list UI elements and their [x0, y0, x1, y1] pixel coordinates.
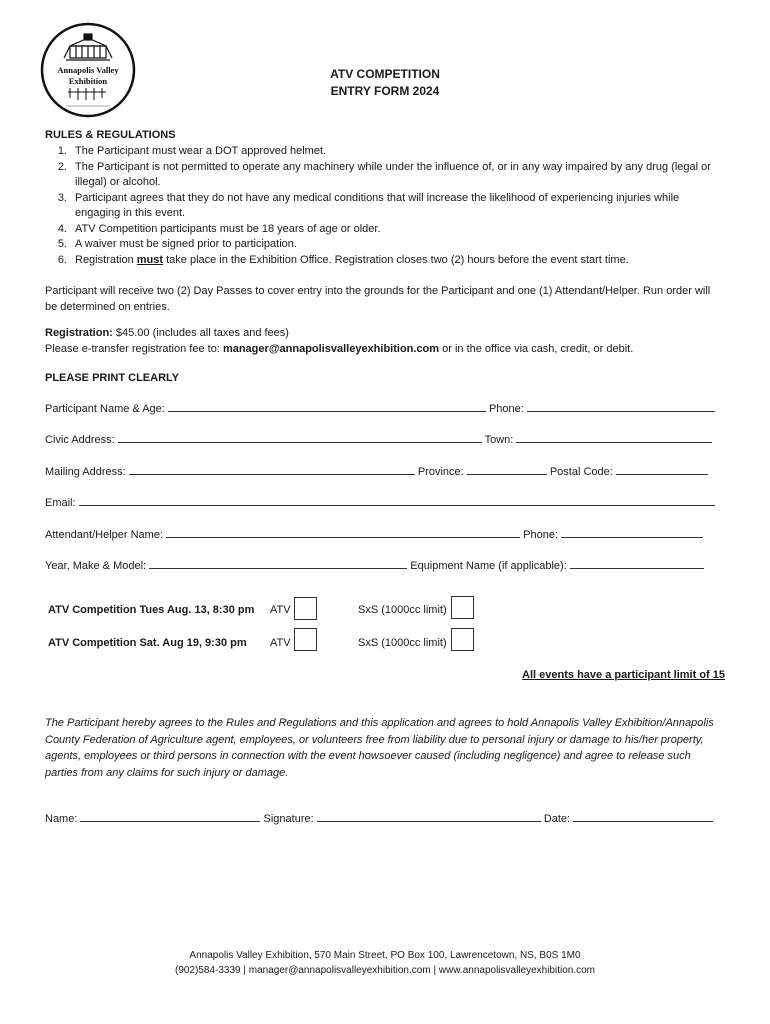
- postal-code-label: Postal Code:: [549, 466, 613, 478]
- print-clearly-heading: PLEASE PRINT CLEARLY: [45, 372, 180, 384]
- rule-text: A waiver must be signed prior to participation.: [75, 238, 297, 250]
- town-field[interactable]: [516, 432, 712, 443]
- rule-text-pre: Registration: [75, 253, 137, 266]
- attendant-name-field[interactable]: [166, 527, 520, 538]
- rule-item: [45, 253, 725, 269]
- email-label: Email:: [45, 497, 76, 509]
- event-1-sxs-checkbox[interactable]: [451, 596, 474, 619]
- svg-text:Annapolis Valley: Annapolis Valley: [57, 65, 119, 75]
- signature-field[interactable]: [317, 811, 541, 822]
- rule-item: [45, 160, 725, 191]
- signature-date-label: Date:: [543, 813, 571, 825]
- rule-item: [45, 237, 725, 253]
- postal-code-field[interactable]: [616, 464, 708, 475]
- etransfer-info: [45, 343, 735, 355]
- event-1-atv-label: ATV: [270, 604, 291, 616]
- signature-name-label: Name:: [45, 813, 78, 825]
- vehicle-row: [45, 558, 725, 572]
- rule-text: The Participant must wear a DOT approved helmet.: [75, 145, 327, 157]
- participant-phone-label: Phone:: [488, 403, 524, 415]
- rule-text: The Participant is not permitted to operate any machinery while under the influence of, or in any way impaired by any drug (legal or illegal) or alcohol.: [75, 160, 711, 188]
- etransfer-prefix: Please e-transfer registration fee to:: [45, 343, 223, 355]
- equipment-name-field[interactable]: [570, 558, 704, 569]
- form-title-line1: ATV COMPETITION: [330, 67, 440, 81]
- mailing-address-label: Mailing Address:: [45, 466, 126, 478]
- email-field[interactable]: [79, 495, 715, 506]
- event-1-atv-checkbox[interactable]: [294, 597, 317, 620]
- event-2-label: ATV Competition Sat. Aug 19, 9:30 pm: [48, 637, 247, 649]
- equipment-name-label: Equipment Name (if applicable):: [410, 560, 567, 572]
- civic-address-row: [45, 432, 725, 446]
- form-title-line2: ENTRY FORM 2024: [330, 84, 440, 98]
- waiver-text: The Participant hereby agrees to the Rules and Regulations and this application and agrees to hold Annapolis Valley Exhibition/Annapolis County Federation of Agriculture agent, employees, or volunteers free from liability due to personal injury or damage to his/her property, agents, employees or third persons in connection with the event howsoever caused (including negligence) and agree to release such parties from any claims for such injury or damage.: [45, 717, 714, 779]
- civic-address-field[interactable]: [118, 432, 482, 443]
- rule-text: [75, 253, 725, 269]
- event-2-atv-label: ATV: [270, 637, 291, 649]
- footer-contact: (902)584-3339 | manager@annapolisvalleyexhibition.com | www.annapolisvalleyexhibition.com: [174, 965, 596, 976]
- event-2-atv-checkbox[interactable]: [294, 628, 317, 651]
- participant-name-field[interactable]: [168, 401, 486, 412]
- rule-text-post: take place in the Exhibition Office. Registration closes two (2) hours before the event start time.: [163, 253, 629, 266]
- day-passes-text: Participant will receive two (2) Day Passes to cover entry into the grounds for the Participant and one (1) Attendant/Helper. Run order will be determined on entries.: [45, 285, 711, 313]
- signature-row: [45, 811, 725, 825]
- svg-text:Exhibition: Exhibition: [68, 76, 108, 86]
- rule-emphasis: must: [136, 253, 164, 266]
- town-label: Town:: [484, 434, 514, 446]
- attendant-row: [45, 527, 725, 541]
- attendant-phone-field[interactable]: [561, 527, 703, 538]
- rule-number: 6.: [57, 253, 67, 266]
- registration-fee: [45, 327, 725, 339]
- rule-text: Participant agrees that they do not have any medical conditions that will increase the likelihood of experiencing injuries while engaging in this event.: [75, 191, 680, 219]
- email-row: [45, 495, 725, 509]
- participant-name-row: [45, 401, 725, 415]
- mailing-address-field[interactable]: [129, 464, 415, 475]
- rule-text: ATV Competition participants must be 18 years of age or older.: [75, 222, 381, 235]
- signature-name-field[interactable]: [80, 811, 260, 822]
- attendant-phone-label: Phone:: [523, 529, 559, 541]
- event-2-sxs-checkbox[interactable]: [451, 628, 474, 651]
- mailing-address-row: [45, 464, 725, 478]
- province-field[interactable]: [467, 464, 547, 475]
- province-label: Province:: [417, 466, 464, 478]
- rule-item: [45, 222, 725, 238]
- rule-number: 1.: [57, 145, 67, 157]
- rule-number: 2.: [57, 160, 67, 173]
- event-2-sxs-label: SxS (1000cc limit): [358, 637, 447, 649]
- year-make-model-label: Year, Make & Model:: [45, 560, 147, 572]
- footer-address: Annapolis Valley Exhibition, 570 Main Street, PO Box 100, Lawrencetown, NS, B0S 1M0: [189, 950, 581, 961]
- rules-list: [45, 144, 725, 268]
- attendant-name-label: Attendant/Helper Name:: [45, 529, 164, 541]
- event-1-sxs-label: SxS (1000cc limit): [358, 604, 447, 616]
- rule-number: 3.: [57, 191, 67, 204]
- participant-phone-field[interactable]: [527, 401, 715, 412]
- rule-item: [45, 144, 725, 160]
- year-make-model-field[interactable]: [149, 558, 407, 569]
- participant-name-label: Participant Name & Age:: [45, 403, 165, 415]
- participant-limit-note: All events have a participant limit of 15: [522, 669, 725, 681]
- event-1-label: ATV Competition Tues Aug. 13, 8:30 pm: [48, 604, 255, 616]
- etransfer-email: manager@annapolisvalleyexhibition.com: [222, 343, 440, 355]
- rule-number: 4.: [57, 222, 67, 235]
- registration-label: Registration:: [45, 327, 113, 339]
- rule-item: [45, 191, 725, 222]
- rules-heading: RULES & REGULATIONS: [45, 129, 176, 141]
- registration-fee-value: $45.00 (includes all taxes and fees): [112, 327, 289, 339]
- signature-label: Signature:: [263, 813, 314, 825]
- signature-date-field[interactable]: [573, 811, 713, 822]
- etransfer-suffix: or in the office via cash, credit, or debit.: [439, 343, 634, 355]
- civic-address-label: Civic Address:: [45, 434, 115, 446]
- rule-number: 5.: [57, 238, 67, 250]
